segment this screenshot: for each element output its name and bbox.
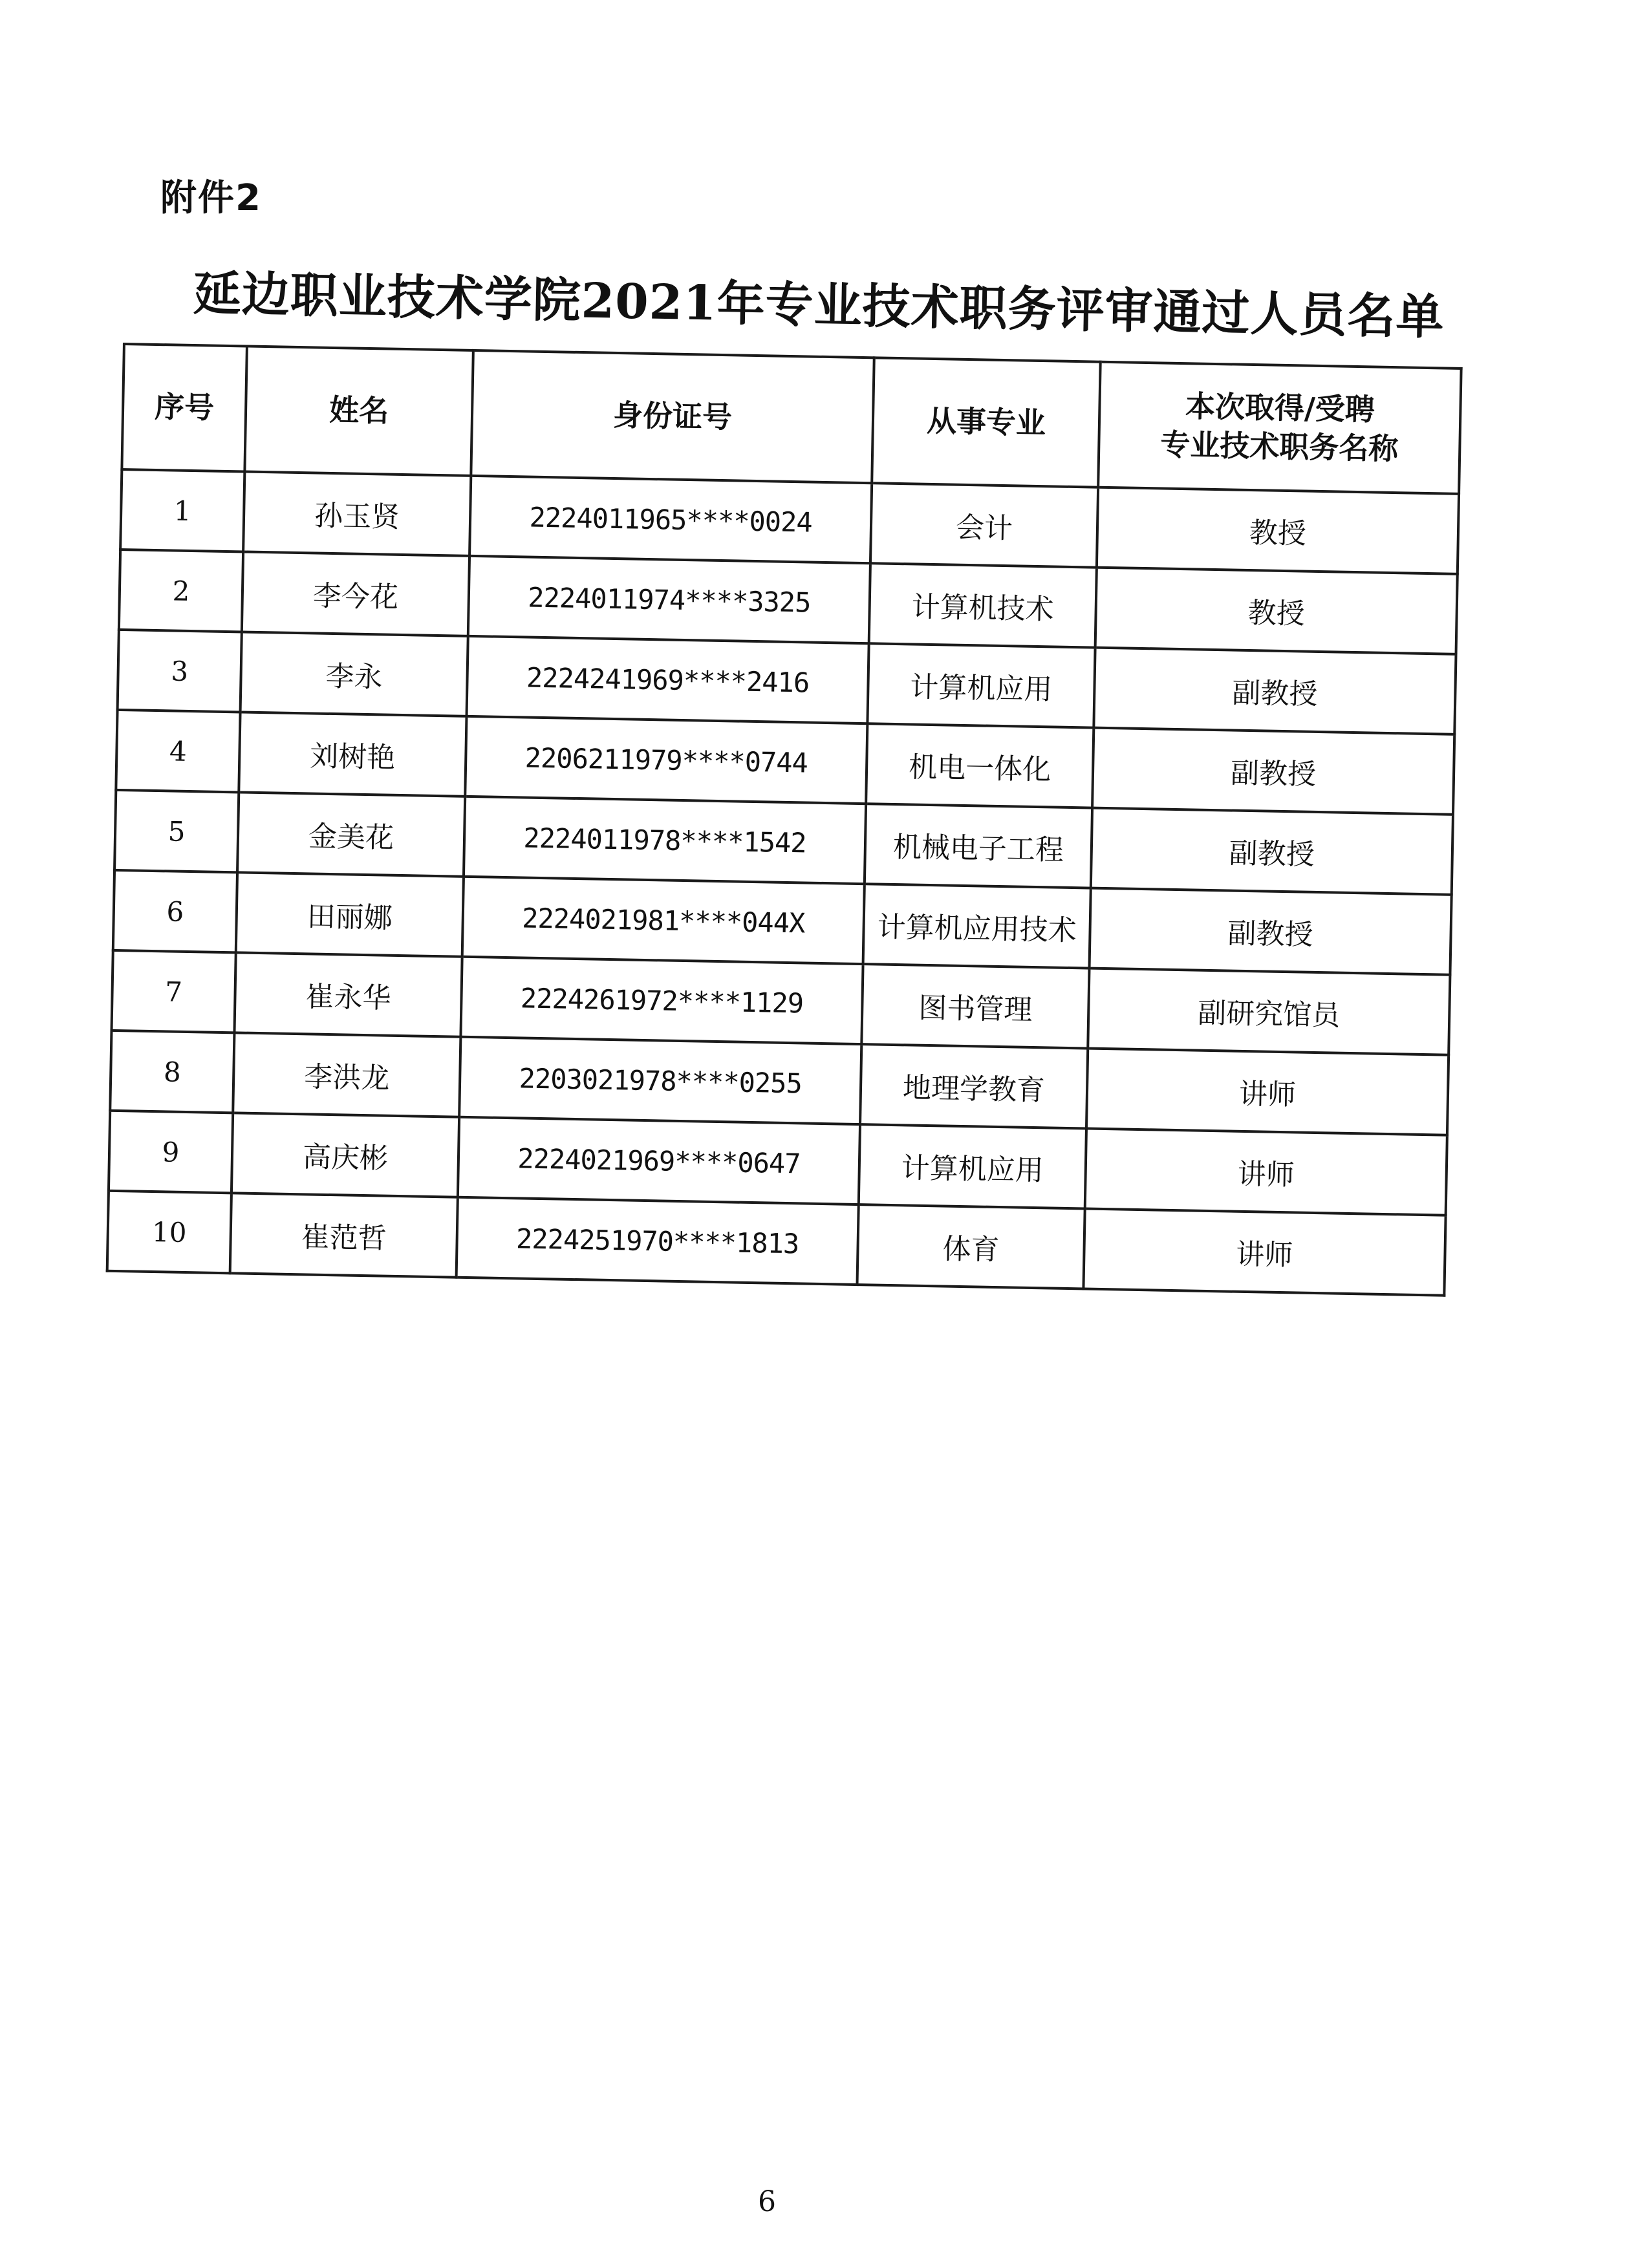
cell-major: 会计 <box>870 483 1098 567</box>
cell-name: 金美花 <box>237 792 465 876</box>
personnel-table <box>106 343 1463 1297</box>
attachment-label: 附件2 <box>160 177 262 219</box>
cell-id-number: 2224011978****1542 <box>464 797 866 884</box>
cell-major: 机电一体化 <box>866 723 1094 808</box>
header-title-line1: 本次取得/受聘 <box>1185 389 1375 427</box>
header-name: 姓名 <box>244 347 473 476</box>
cell-title: 副教授 <box>1090 888 1452 975</box>
cell-id-number: 2224261972****1129 <box>460 957 863 1044</box>
cell-title: 讲师 <box>1085 1129 1447 1215</box>
cell-index: 10 <box>107 1191 232 1273</box>
cell-name: 李洪龙 <box>233 1032 460 1117</box>
cell-id-number: 2224011965****0024 <box>469 476 872 563</box>
cell-id-number: 2224011974****3325 <box>468 556 870 643</box>
cell-major: 计算机技术 <box>869 563 1097 647</box>
cell-id-number: 2224021981****044X <box>462 877 865 964</box>
cell-index: 1 <box>120 469 244 551</box>
header-major: 从事专业 <box>872 358 1100 487</box>
cell-title: 讲师 <box>1086 1049 1449 1135</box>
personnel-table-container <box>106 343 1460 1297</box>
document-title: 延边职业技术学院2021年专业技术职务评审通过人员名单 <box>193 265 1445 346</box>
table-body <box>107 469 1459 1296</box>
cell-major: 计算机应用 <box>867 643 1095 727</box>
cell-title: 副教授 <box>1094 648 1456 734</box>
cell-major: 地理学教育 <box>860 1044 1088 1128</box>
header-title-line2: 专业技术职务名称 <box>1159 427 1399 467</box>
cell-title: 副教授 <box>1091 808 1453 895</box>
cell-name: 孙玉贤 <box>243 471 471 555</box>
cell-title: 讲师 <box>1083 1208 1445 1295</box>
cell-index: 8 <box>110 1031 234 1113</box>
cell-name: 李永 <box>241 632 468 716</box>
cell-title: 教授 <box>1097 487 1459 574</box>
cell-major: 图书管理 <box>861 964 1089 1048</box>
cell-index: 2 <box>119 550 243 632</box>
table-header-row <box>122 344 1461 494</box>
cell-name: 田丽娜 <box>236 872 464 956</box>
cell-title: 教授 <box>1095 568 1458 654</box>
header-id-number: 身份证号 <box>471 350 874 483</box>
page-number: 6 <box>758 2185 776 2218</box>
cell-name: 刘树艳 <box>239 712 466 796</box>
cell-name: 高庆彬 <box>232 1113 459 1197</box>
cell-major: 体育 <box>857 1204 1084 1289</box>
header-title <box>1098 362 1461 494</box>
cell-id-number: 2224241969****2416 <box>467 636 869 723</box>
cell-id-number: 2224251970****1813 <box>457 1197 859 1285</box>
cell-title: 副研究馆员 <box>1088 968 1450 1055</box>
cell-major: 计算机应用技术 <box>863 884 1091 968</box>
cell-id-number: 2206211979****0744 <box>465 716 867 804</box>
cell-major: 计算机应用 <box>859 1124 1086 1208</box>
cell-id-number: 2203021978****0255 <box>459 1037 861 1124</box>
header-index: 序号 <box>122 344 247 471</box>
cell-name: 李今花 <box>242 551 469 636</box>
cell-index: 7 <box>112 950 236 1032</box>
cell-index: 5 <box>114 790 239 872</box>
cell-major: 机械电子工程 <box>865 804 1092 888</box>
cell-index: 3 <box>118 630 242 712</box>
cell-index: 9 <box>109 1111 233 1193</box>
cell-index: 6 <box>113 870 237 952</box>
cell-name: 崔范哲 <box>230 1193 458 1277</box>
cell-id-number: 2224021969****0647 <box>458 1117 860 1204</box>
cell-name: 崔永华 <box>234 952 462 1036</box>
cell-index: 4 <box>116 710 240 792</box>
cell-title: 副教授 <box>1092 728 1454 815</box>
